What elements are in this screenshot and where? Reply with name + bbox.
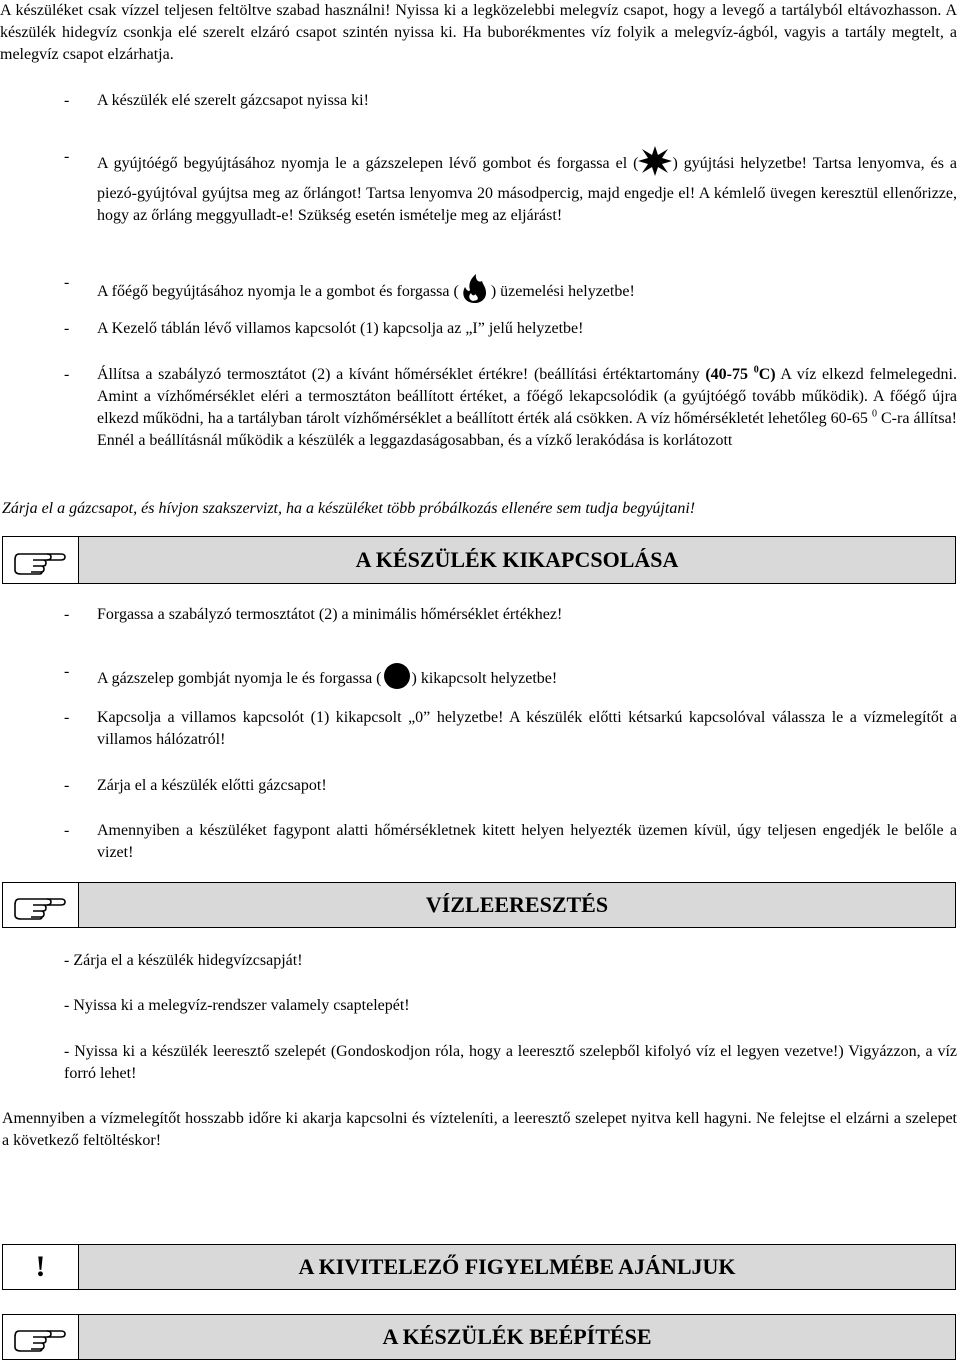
banner-installer: [2, 1244, 956, 1290]
banner-installation: [2, 1314, 956, 1360]
section-title: VÍZLEERESZTÉS: [425, 892, 609, 917]
warning-text: Zárja el a gázcsapot, és hívjon szakszervizt, ha a készüléket több próbálkozás ellenére sem tudja begyújtani!: [2, 500, 696, 517]
step-thermostat-min: - Forgassa a szabályzó termosztátot (2) a minimális hőmérséklet értékhez!: [64, 606, 563, 623]
step-electric-switch: - A Kezelő táblán lévő villamos kapcsolót (1) kapcsolja az „I” jelű helyzetbe!: [64, 320, 584, 337]
drain-step-2: - Nyissa ki a melegvíz-rendszer valamely csaptelepét!: [64, 997, 410, 1014]
spark-icon: [638, 146, 672, 183]
section-title: A KIVITELEZŐ FIGYELMÉBE AJÁNLJUK: [298, 1254, 736, 1279]
step-ignite-main: - A főégő begyújtásához nyomja le a gombot és forgassa ( ) üzemelési helyzetbe!: [64, 272, 957, 311]
step-close-gas: - Zárja el a készülék előtti gázcsapot!: [64, 777, 327, 794]
step-ignite-pilot: - A gyújtóégő begyújtásához nyomja le a gázszelepen lévő gombot és forgassa el ( ) gyújtási helyzetbe! Tartsa lenyomva, és a piezó-gyújtóval gyújtsa meg az őrlángot! Tartsa lenyomva 20 másodpercig, majd engedje el! A kémlelő üvegen keresztül ellenőrizze, hogy az őrláng meggyulladt-e! Szükség esetén ismételje meg az eljárást!: [64, 148, 957, 224]
step-switch-off: - Kapcsolja a villamos kapcsolót (1) kikapcsolt „0” helyzetbe! A készülék előtti kétsarkú kapcsolóval válassza le a vízmelegítőt a villamos hálózatról!: [64, 709, 957, 748]
off-dot-icon: [382, 661, 412, 698]
step-thermostat: - Állítsa a szabályzó termosztátot (2) a kívánt hőmérséklet értékre! (beállítási értéktartomány (40-75 $^0$C) A víz elkezd felmelegedni. Amint a vízhőmérséklet eléri a termosztáton beállított értéket, a főégő lekapcsolódik (a gyújtóégő tovább működik). A főégő újra elkezd működni, ha a tartályban tárolt vízhőmérséklet a beállított érték alá csökken. A víz hőmérsékletét lehetőleg 60-65 $^0$ C-ra állítsa! Ennél a beállításnál működik a készülék a leggazdaságosabban, és a vízkő lerakódása is korlátozott: [64, 364, 958, 449]
drain-step-1: - Zárja el a készülék hidegvízcsapját!: [64, 952, 303, 969]
section-title: A KÉSZÜLÉK BEÉPÍTÉSE: [382, 1324, 652, 1349]
section-title: A KÉSZÜLÉK KIKAPCSOLÁSA: [355, 547, 679, 572]
pointing-hand-icon: [3, 1315, 79, 1359]
pointing-hand-icon: [3, 537, 79, 583]
banner-drain: [2, 882, 956, 928]
drain-note: Amennyiben a vízmelegítőt hosszabb időre ki akarja kapcsolni és vízteleníti, a leeresztő szelepet nyitva kell hagyni. Ne felejtse el elzárni a szelepet a következő feltöltéskor!: [2, 1110, 957, 1149]
pointing-hand-icon: [3, 883, 79, 927]
step-valve-off: - A gázszelep gombját nyomja le és forgassa ( ) kikapcsolt helyzetbe!: [64, 661, 957, 698]
banner-switch-off: [2, 536, 956, 584]
step-open-gas: - A készülék elé szerelt gázcsapot nyissa ki!: [64, 92, 369, 109]
flame-icon: [459, 272, 491, 311]
exclamation-mark: !: [3, 1245, 79, 1289]
drain-step-3: - Nyissa ki a készülék leeresztő szelepét (Gondoskodjon róla, hogy a leeresztő szelepből kifolyó víz el legyen vezetve!) Vigyázzon, a víz forró lehet!: [64, 1043, 957, 1082]
intro-paragraph: A készüléket csak vízzel teljesen feltöltve szabad használni! Nyissa ki a legközelebbi melegvíz csapot, hogy a levegő a tartályból eltávozhasson. A készülék hidegvíz csonkja elé szerelt elzáró csapot szintén nyissa ki. Ha buborékmentes víz folyik a melegvíz-ágból, vagyis a tartály megtelt, a melegvíz csapot elzárhatja.: [0, 2, 957, 63]
step-frost-drain: - Amennyiben a készüléket fagypont alatti hőmérsékletnek kitett helyen helyezték üzemen kívül, úgy teljesen engedjék le belőle a vizet!: [64, 822, 957, 861]
